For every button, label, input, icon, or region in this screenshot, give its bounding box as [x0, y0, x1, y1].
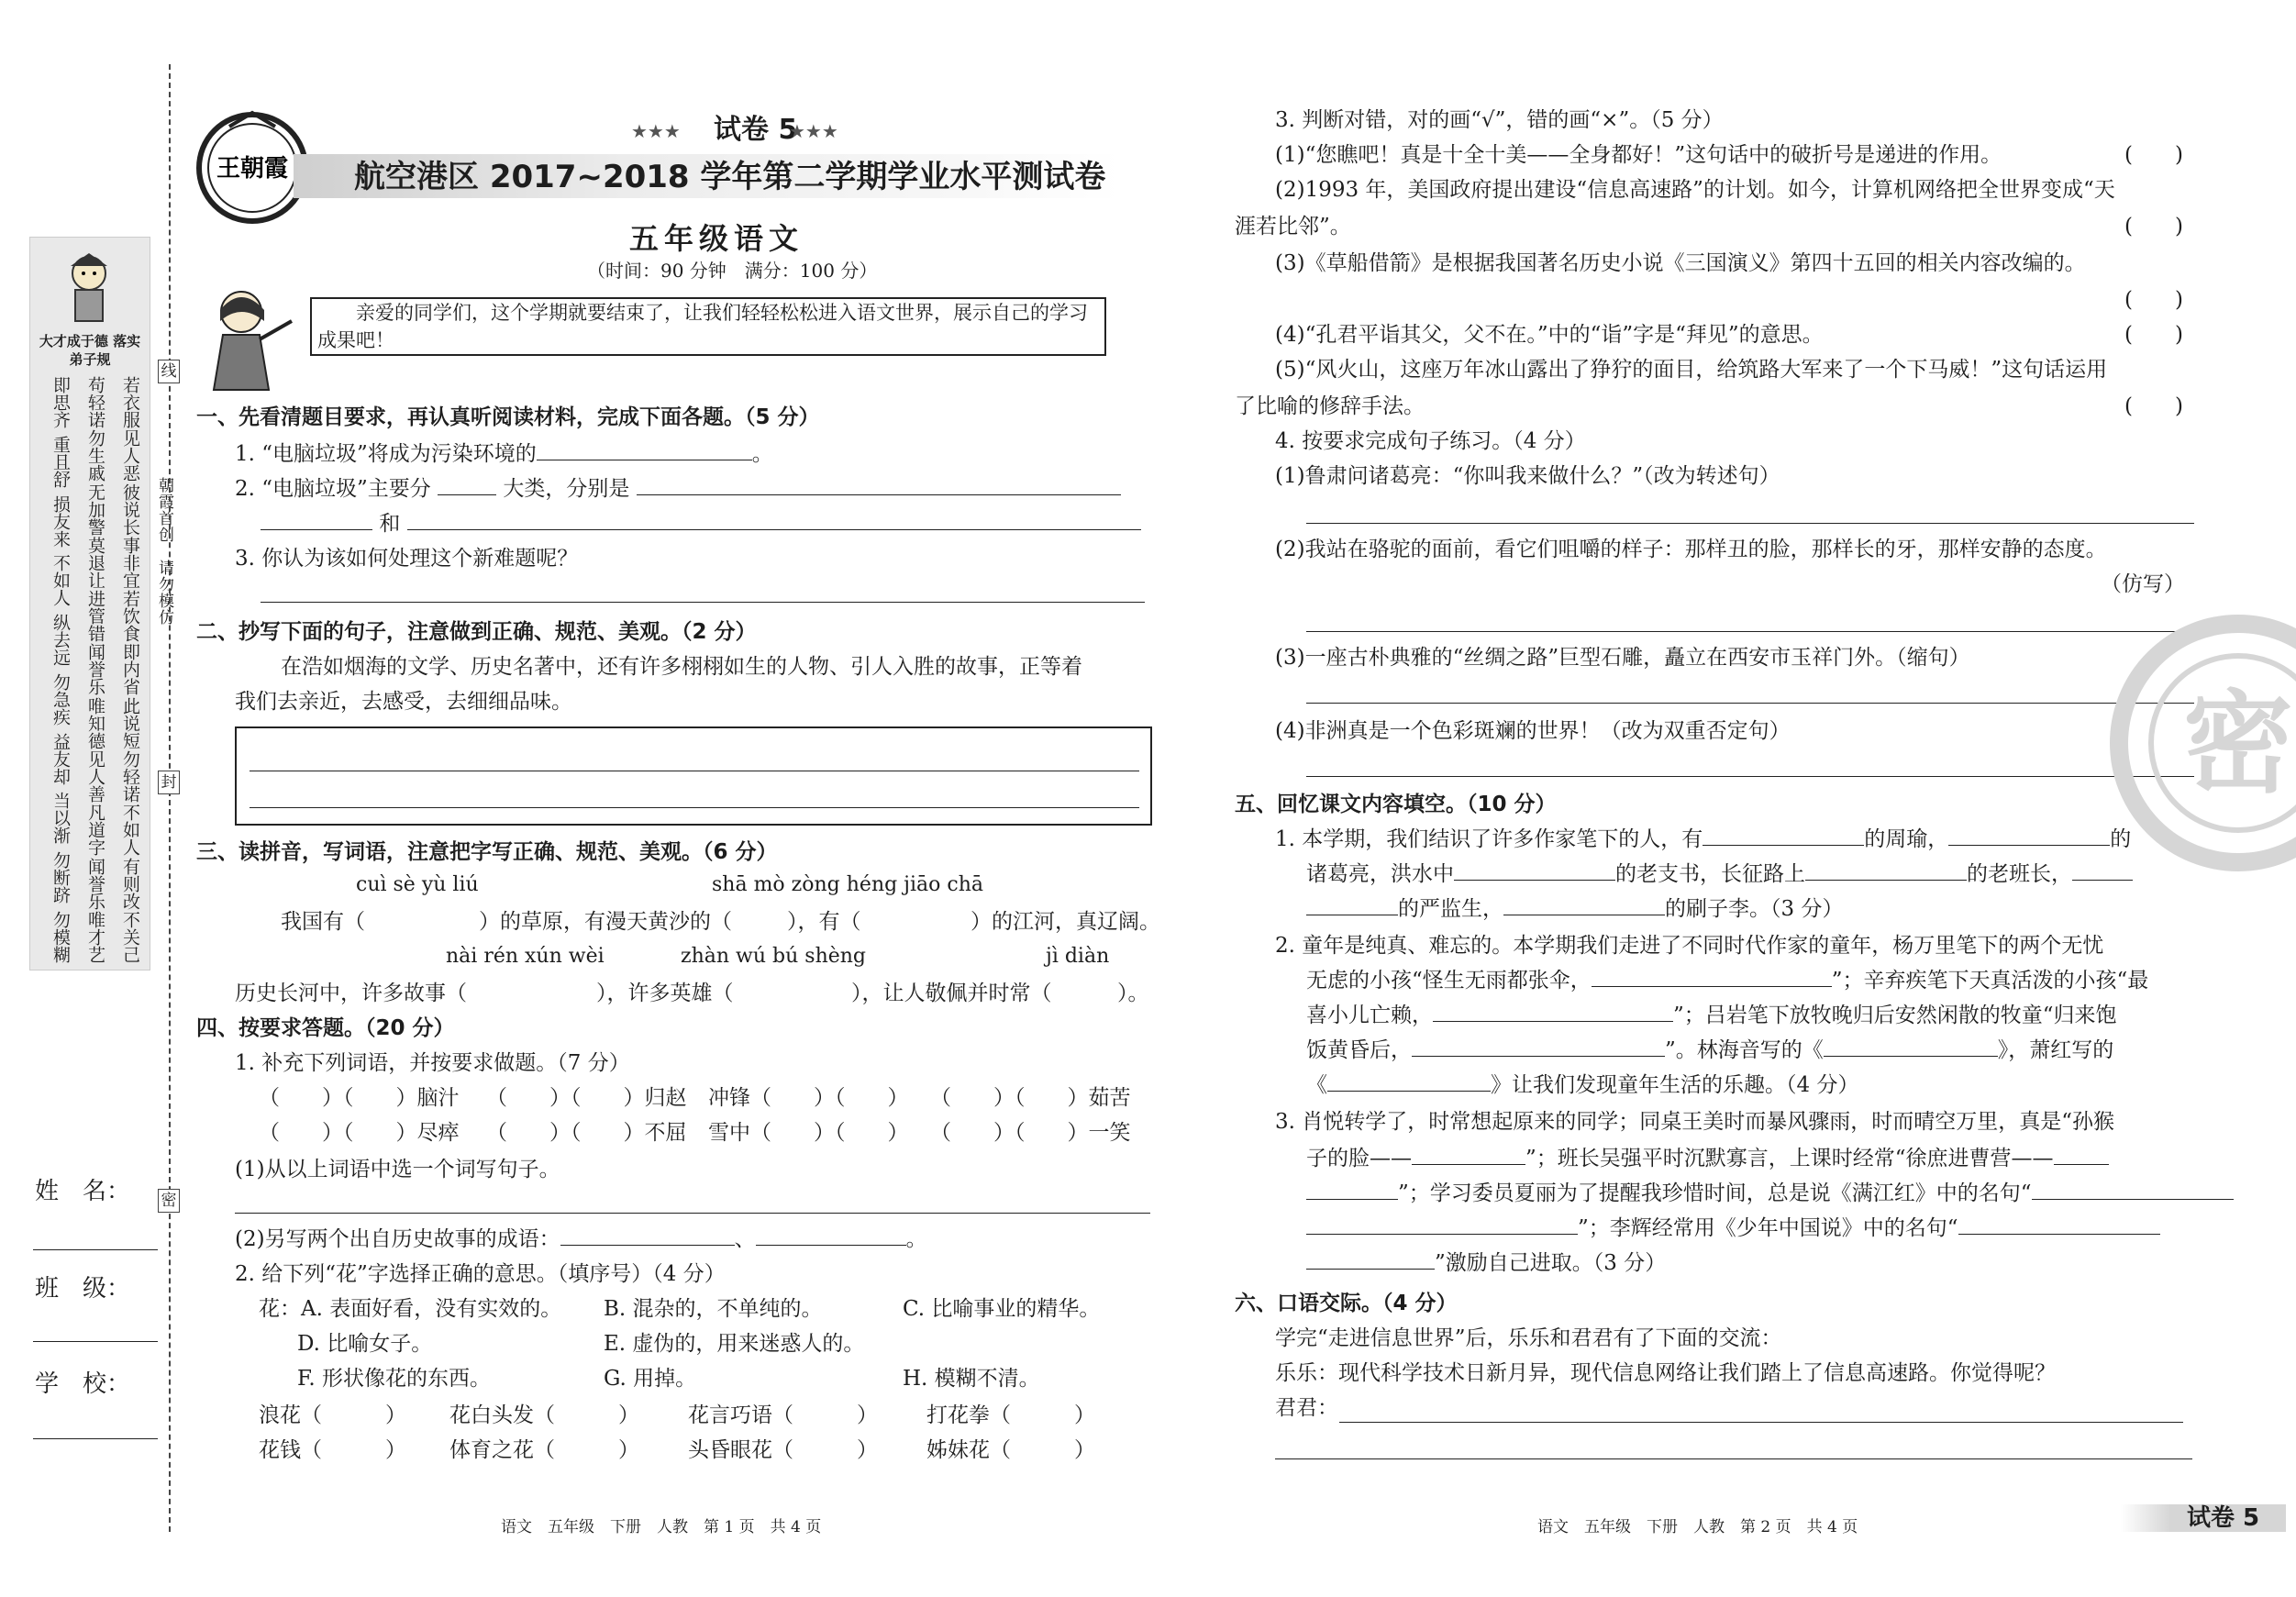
flower-word-6: 体育之花（ ） [449, 1438, 639, 1462]
meaning-A: 花：A. 表面好看，没有实效的。 [259, 1297, 562, 1321]
sidebar-saying: 不如人 [50, 554, 71, 607]
subject-title: 五年级语文 [629, 221, 804, 256]
judge-paren-3[interactable]: ( ) [2124, 288, 2183, 312]
judge-paren-5[interactable]: ( ) [2124, 394, 2183, 418]
copyright-note: 朝霞首创 请勿模仿 [155, 477, 173, 626]
sidebar-saying: 见人恶 [120, 429, 140, 482]
s5-blank-11[interactable] [1824, 1037, 1998, 1057]
sidebar-saying: 勿轻诺 [120, 750, 140, 804]
s1-q3: 3. 你认为该如何处理这个新难题呢？ [235, 547, 579, 571]
s3-line-1c: ），有（ [787, 910, 861, 934]
sidebar-saying: 当以渐 [50, 792, 71, 845]
q4-s3: (3)一座古朴典雅的“丝绸之路”巨型石雕，矗立在西安市玉祥门外。（缩句） [1275, 646, 1970, 670]
section-3-heading: 三、读拼音，写词语，注意把字写正确、规范、美观。（6 分） [196, 840, 778, 864]
section-2-heading: 二、抄写下面的句子，注意做到正确、规范、美观。（2 分） [196, 620, 757, 644]
header-ribbon: 试卷 5 [714, 114, 798, 146]
s4-sub2: (2)另写两个出自历史故事的成语： 、 。 [235, 1227, 927, 1251]
right-footer: 语文 五年级 下册 人教 第 2 页 共 4 页 [1537, 1518, 1858, 1536]
sidebar-saying: 进管错 [85, 590, 105, 643]
sidebar-saying: 益友却 [50, 732, 71, 785]
section-1-heading: 一、先看清题目要求，再认真听阅读材料，完成下面各题。（5 分） [196, 405, 820, 429]
s5-blank-14[interactable] [2054, 1145, 2109, 1165]
s5-c-line2: 子的脸—— ”；班长吴强平时沉默寡言，上课时经常“徐庶进曹营—— [1306, 1145, 2109, 1172]
judge-2b: 涯若比邻”。 [1235, 215, 1351, 238]
idiom-r2-2: （ ）（ ）不屈 [486, 1121, 687, 1145]
s1-q1-blank[interactable] [537, 440, 752, 460]
sidebar-saying: 见人善 [85, 750, 105, 804]
s5-b-line4: 饭黄昏后， ”。林海音写的《 》，萧红写的 [1306, 1038, 2114, 1062]
s6-junjun: 君君： [1275, 1396, 1338, 1420]
flower-word-4: 打花拳（ ） [926, 1403, 1095, 1427]
s3-line-2c: ），让人敬佩并时常（ [851, 981, 1052, 1005]
meaning-G: G. 用掉。 [604, 1367, 697, 1391]
judge-paren-2[interactable]: ( ) [2124, 215, 2183, 238]
pinyin-5: jì diàn [1046, 945, 1110, 968]
meaning-E: E. 虚伪的，用来迷惑人的。 [604, 1332, 865, 1356]
s5-blank-2[interactable] [1948, 826, 2110, 846]
s2-text-2: 我们去亲近，去感受，去细细品味。 [235, 690, 572, 714]
s5-blank-9[interactable] [1433, 1002, 1673, 1022]
meaning-F: F. 形状像花的东西。 [297, 1367, 491, 1391]
name-field[interactable] [33, 1249, 158, 1250]
s5-c-line4: ”；李辉经常用《少年中国说》中的名句“ [1306, 1214, 2160, 1242]
flower-word-8: 姊妹花（ ） [926, 1438, 1095, 1462]
pinyin-2: shā mò zòng héng jiāo chā [712, 873, 984, 896]
s2-text-1: 在浩如烟海的文学、历史名著中，还有许多栩栩如生的人物、引人入胜的故事，正等着 [281, 655, 1082, 679]
pinyin-4: zhàn wú bú shèng [681, 945, 867, 968]
s1-q2-blank-type2[interactable] [261, 510, 372, 530]
sidebar-saying: 即内省 [120, 643, 140, 696]
s1-q2-blank-count[interactable] [438, 475, 496, 495]
s1-q2-blank-type1[interactable] [637, 475, 1121, 495]
copy-line-2[interactable] [250, 807, 1139, 808]
secret-stamp-icon [2101, 605, 2296, 881]
s5-blank-10[interactable] [1412, 1037, 1665, 1057]
s5-a-line2: 诸葛亮，洪水中 的老支书，长征路上 的老班长， [1306, 860, 2133, 888]
idiom-r1-2: （ ）（ ）归赵 [486, 1086, 687, 1110]
s5-b-line3: 喜小儿亡赖， ”；吕岩笔下放牧晚归后安然闲散的牧童“归来饱 [1306, 1004, 2117, 1027]
meaning-H: H. 模糊不清。 [903, 1367, 1040, 1391]
sidebar-saying: 纵去远 [50, 614, 71, 667]
meaning-C: C. 比喻事业的精华。 [903, 1297, 1101, 1321]
school-label: 学 校： [35, 1370, 131, 1398]
s5-blank-8[interactable] [1592, 967, 1832, 987]
s5-b-line2: 无虑的小孩“怪生无雨都张伞， ”；辛弃疾笔下天真活泼的小孩“最 [1306, 969, 2149, 993]
q3-heading: 3. 判断对错，对的画“√”，错的画“×”。（5 分） [1275, 108, 1724, 132]
s3-line-1d: ）的江河，真辽阔。 [971, 910, 1160, 934]
q4-s2b: （仿写） [2101, 572, 2185, 596]
sidebar-saying: 苟轻诺 [85, 376, 105, 428]
sidebar-saying: 彼说长 [120, 482, 140, 536]
sidebar-saying: 有则改 [120, 857, 140, 910]
section-5-heading: 五、回忆课文内容填空。（10 分） [1235, 793, 1557, 816]
sidebar-saying: 即思齐 [50, 376, 71, 428]
sidebar-saying: 不如人 [120, 804, 140, 857]
s4-sub1-answer-line[interactable] [235, 1213, 1150, 1214]
s6-intro: 学完“走进信息世界”后，乐乐和君君有了下面的交流： [1275, 1326, 1782, 1350]
s5-a-line3: 的严监生， 的刷子李。（3 分） [1306, 895, 1843, 923]
exam-title: 航空港区 2017~2018 学年第二学期学业水平测试卷 [354, 159, 1106, 195]
sidebar-saying: 凡道字 [85, 804, 105, 857]
pinyin-3: nài rén xún wèi [446, 945, 605, 968]
s3-line-1a: 我国有（ [281, 910, 365, 934]
sidebar-saying: 损友来 [50, 494, 71, 548]
left-footer: 语文 五年级 下册 人教 第 1 页 共 4 页 [501, 1518, 822, 1536]
judge-paren-1[interactable]: ( ) [2124, 143, 2183, 167]
s5-c-line3: ”；学习委员夏丽为了提醒我珍惜时间，总是说《满江红》中的名句“ [1306, 1180, 2234, 1207]
judge-paren-4[interactable]: ( ) [2124, 323, 2183, 347]
sidebar-saying: 勿模糊 [50, 910, 71, 963]
q4-heading: 4. 按要求完成句子练习。（4 分） [1275, 429, 1586, 453]
s4-q1: 1. 补充下列词语，并按要求做题。（7 分） [235, 1051, 630, 1075]
s6-lele: 乐乐：现代科学技术日新月异，现代信息网络让我们踏上了信息高速路。你觉得呢？ [1275, 1361, 2056, 1385]
judge-5b: 了比喻的修辞手法。 [1235, 394, 1425, 418]
s5-blank-18[interactable] [1958, 1214, 2160, 1235]
idiom-r1-4: （ ）（ ）茹苦 [930, 1086, 1131, 1110]
s3-line-2a: 历史长河中，许多故事（ [235, 981, 467, 1005]
sidebar-motto: 大才成于德 落实弟子规 [39, 333, 141, 368]
sidebar-saying: 闻誉乐 [85, 857, 105, 910]
s1-q2-blank-type3[interactable] [407, 510, 1141, 530]
idiom-r2-3: 雪中（ ）（ ） [708, 1121, 909, 1145]
s5-c-line1: 3. 肖悦转学了，时常想起原来的同学；同桌王美时而暴风骤雨，时而晴空万里，真是“孙猴 [1275, 1110, 2115, 1134]
s5-c-line5: ”激励自己进取。（3 分） [1306, 1249, 1666, 1277]
s5-blank-12[interactable] [1327, 1071, 1491, 1092]
q4-s1: (1)鲁肃问诸葛亮：“你叫我来做什么？”（改为转述句） [1275, 464, 1780, 488]
sidebar-saying: 不关己 [120, 910, 140, 963]
s5-blank-13[interactable] [1412, 1145, 1525, 1165]
class-label: 班 级： [35, 1275, 131, 1303]
sidebar-saying: 唯才艺 [85, 910, 105, 963]
s5-blank-4[interactable] [1805, 860, 1967, 881]
s4-sub1: (1)从以上词语中选一个词写句子。 [235, 1158, 560, 1181]
ribbon-stars-right: ★★★ [789, 120, 838, 142]
s5-blank-16[interactable] [2032, 1180, 2234, 1200]
footer-badge: 试卷 5 [2187, 1504, 2260, 1532]
s1-q2: 2. “电脑垃圾”主要分 大类，分别是 [235, 475, 1121, 503]
idiom-blank-2[interactable] [756, 1225, 906, 1246]
s5-blank-19[interactable] [1306, 1249, 1435, 1270]
sidebar-saying: 唯知德 [85, 696, 105, 749]
s3-line-2b: ），许多英雄（ [596, 981, 734, 1005]
copy-box [235, 726, 1152, 826]
pinyin-1: cuì sè yù liú [356, 873, 479, 896]
q4-s2: (2)我站在骆驼的面前，看它们咀嚼的样子：那样丑的脸，那样长的牙，那样安静的态度。 [1275, 538, 2107, 561]
q4-s3-line[interactable] [1306, 703, 2194, 704]
s5-blank-7[interactable] [1503, 895, 1665, 915]
s6-answer-line-2[interactable] [1275, 1458, 2192, 1459]
sidebar-sayings [40, 376, 141, 963]
sidebar-saying: 勿急疾 [50, 672, 71, 726]
s5-b-line1: 2. 童年是纯真、难忘的。本学期我们走进了不同时代作家的童年，杨万里笔下的两个无忧 [1275, 934, 2104, 958]
judge-5a: (5)“风火山，这座万年冰山露出了狰狞的面目，给筑路大军来了一个下马威！”这句话运用 [1275, 358, 2108, 382]
s1-q3-answer-line[interactable] [261, 602, 1145, 603]
svg-text:密: 密 [2183, 679, 2293, 808]
meaning-D: D. 比喻女子。 [297, 1332, 433, 1356]
idiom-r1-3: 冲锋（ ）（ ） [708, 1086, 909, 1110]
s5-b-line5: 《 》让我们发现童年生活的乐趣。（4 分） [1306, 1073, 1859, 1097]
ribbon-stars-left: ★★★ [631, 120, 681, 142]
binding-line [169, 64, 171, 1532]
teacher-illustration-icon [200, 284, 301, 394]
sidebar-saying: 莫退让 [85, 536, 105, 589]
sidebar-saying: 闻誉乐 [85, 643, 105, 696]
class-field[interactable] [33, 1341, 158, 1342]
flower-word-3: 花言巧语（ ） [688, 1403, 878, 1427]
school-field[interactable] [33, 1438, 158, 1439]
s6-answer-line-1[interactable] [1339, 1422, 2183, 1423]
idiom-r1-1: （ ）（ ）脑汁 [259, 1086, 460, 1110]
q4-s4: (4)非洲真是一个色彩斑斓的世界！（改为双重否定句） [1275, 719, 1791, 743]
sidebar-saying: 此说短 [120, 696, 140, 749]
flower-word-5: 花钱（ ） [259, 1438, 406, 1462]
flower-word-2: 花白头发（ ） [449, 1403, 639, 1427]
judge-1: (1)“您瞧吧！真是十全十美——全身都好！”这句话中的破折号是递进的作用。 [1275, 143, 2002, 167]
student-avatar-icon [48, 246, 130, 328]
judge-3: (3)《草船借箭》是根据我国著名历史小说《三国演义》第四十五回的相关内容改编的。 [1275, 251, 2086, 275]
seal-mark: 线 [158, 360, 180, 383]
section-4-heading: 四、按要求答题。（20 分） [196, 1016, 455, 1040]
sidebar-saying: 勿生戚 [85, 429, 105, 482]
s5-blank-1[interactable] [1703, 826, 1864, 846]
sidebar-saying: 事非宜 [120, 536, 140, 589]
judge-2a: (2)1993 年，美国政府提出建设“信息高速路”的计划。如今，计算机网络把全世界变成“天 [1275, 178, 2115, 202]
s5-blank-17[interactable] [1306, 1214, 1578, 1235]
sidebar-saying: 无加警 [85, 482, 105, 536]
seal-mark: 封 [158, 771, 180, 794]
s3-line-1b: ）的草原，有漫天黄沙的（ [479, 910, 732, 934]
q4-s4-line[interactable] [1306, 776, 2194, 777]
seal-mark: 密 [158, 1189, 180, 1213]
sidebar-saying: 若衣服 [120, 376, 140, 428]
flower-word-7: 头昏眼花（ ） [688, 1438, 878, 1462]
s5-a-line1: 1. 本学期，我们结识了许多作家笔下的人，有 的周瑜， 的 [1275, 827, 2132, 851]
sidebar-saying: 重且舒 [50, 435, 71, 488]
section-6-heading: 六、口语交际。（4 分） [1235, 1292, 1458, 1315]
q4-s2-line[interactable] [1306, 631, 2194, 632]
s1-q2-cont: 和 [261, 510, 1141, 538]
idiom-blank-1[interactable] [560, 1225, 735, 1246]
greeting-text: 亲爱的同学们，这个学期就要结束了，让我们轻轻松松进入语文世界，展示自己的学习成果吧！ [317, 302, 1088, 351]
meaning-B: B. 混杂的，不单纯的。 [604, 1297, 823, 1321]
idiom-r2-4: （ ）（ ）一笑 [930, 1121, 1131, 1145]
s4-q2: 2. 给下列“花”字选择正确的意思。（填序号）（4 分） [235, 1262, 726, 1286]
flower-word-1: 浪花（ ） [259, 1403, 406, 1427]
name-label: 姓 名： [35, 1178, 131, 1205]
time-info: （时间：90 分钟 满分：100 分） [587, 260, 878, 282]
s1-q1: 1. “电脑垃圾”将成为污染环境的 。 [235, 442, 773, 466]
s5-blank-6[interactable] [1306, 895, 1398, 915]
sidebar-saying: 勿断跻 [50, 851, 71, 904]
s5-blank-15[interactable] [1306, 1180, 1398, 1200]
judge-4: (4)“孔君平诣其父，父不在。”中的“诣”字是“拜见”的意思。 [1275, 323, 1824, 347]
q4-s1-line[interactable] [1306, 523, 2194, 524]
s3-line-2d: ）。 [1117, 981, 1149, 1005]
svg-text:王朝霞: 王朝霞 [216, 155, 289, 183]
sidebar-saying: 若饮食 [120, 590, 140, 643]
idiom-r2-1: （ ）（ ）尽瘁 [259, 1121, 460, 1145]
s5-blank-3[interactable] [1454, 860, 1615, 881]
